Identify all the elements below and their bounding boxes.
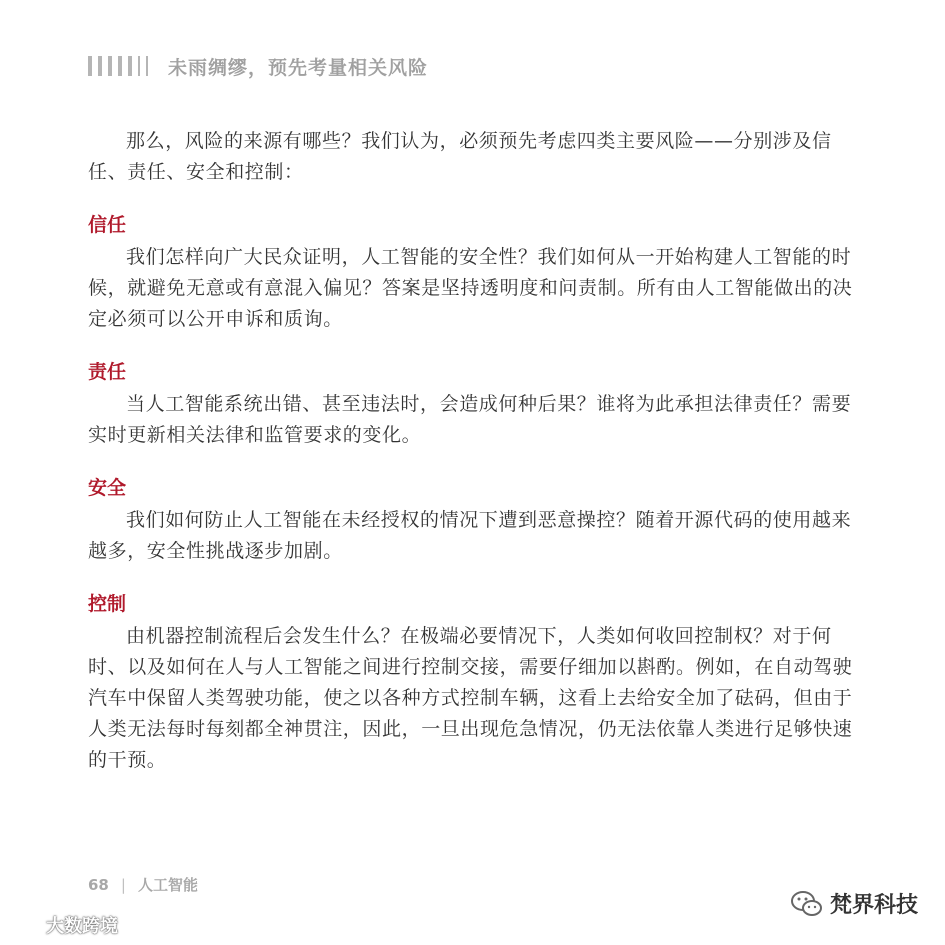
header-bar <box>108 56 112 76</box>
header-bars-decoration <box>88 55 154 77</box>
section-title: 控制 <box>88 593 127 615</box>
header-title: 未雨绸缪，预先考量相关风险 <box>168 56 429 79</box>
section-body: 当人工智能系统出错、甚至违法时，会造成何种后果？谁将为此承担法律责任？需要实时更新相关法律和监管要求的变化。 <box>88 393 852 446</box>
intro-paragraph: 那么，风险的来源有哪些？我们认为，必须预先考虑四类主要风险——分别涉及信任、责任、安全和控制： <box>88 130 832 183</box>
watermark-right-text: 梵界科技 <box>830 893 919 918</box>
section-title: 安全 <box>88 477 127 499</box>
header-bar <box>98 56 102 76</box>
page-footer <box>88 874 198 895</box>
header-bar <box>146 56 148 76</box>
section-body: 由机器控制流程后会发生什么？在极端必要情况下，人类如何收回控制权？对于何时、以及如何在人与人工智能之间进行控制交接，需要仔细加以斟酌。例如，在自动驾驶汽车中保留人类驾驶功能，使之以各种方式控制车辆，这看上去给安全加了砝码，但由于人类无法每时每刻都全神贯注，因此，一旦出现危急情况，仍无法依靠人类进行足够快速的干预。 <box>88 625 853 771</box>
section-trust <box>88 210 858 335</box>
page-content <box>88 126 858 798</box>
footer-separator: | <box>120 875 126 894</box>
page-header <box>88 50 428 82</box>
page-number: 68 <box>88 875 109 894</box>
watermark-logo-icon <box>8 915 42 935</box>
watermark-left <box>8 912 118 938</box>
header-bar <box>88 56 92 76</box>
watermark-right <box>790 888 918 919</box>
wechat-icon <box>790 889 824 919</box>
book-title: 人工智能 <box>137 876 198 894</box>
section-title: 责任 <box>88 361 127 383</box>
section-body: 我们如何防止人工智能在未经授权的情况下遭到恶意操控？随着开源代码的使用越来越多，安全性挑战逐步加剧。 <box>88 509 852 562</box>
header-bar <box>138 56 140 76</box>
section-body: 我们怎样向广大民众证明，人工智能的安全性？我们如何从一开始构建人工智能的时候，就避免无意或有意混入偏见？答案是坚持透明度和问责制。所有由人工智能做出的决定必须可以公开申诉和质询。 <box>88 246 853 330</box>
header-bar <box>118 56 122 76</box>
section-security <box>88 473 858 567</box>
watermark-left-text: 大数跨境 <box>46 916 118 937</box>
header-bar <box>128 56 132 76</box>
section-title: 信任 <box>88 214 127 236</box>
section-control <box>88 589 858 776</box>
section-responsibility <box>88 357 858 451</box>
